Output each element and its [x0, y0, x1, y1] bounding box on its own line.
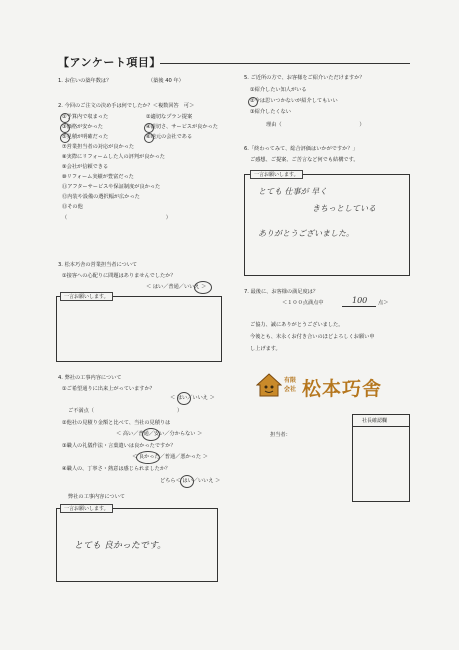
- q1-answer: （築後 40 年）: [148, 78, 184, 84]
- q6-text: 6.「終わってみて、総合評価はいかがですか？」: [244, 146, 358, 152]
- stamp-box: [352, 414, 410, 502]
- q4-sub3: ③職人の礼儀作法・言葉遣いは良かったですか？: [62, 443, 176, 449]
- score-underline: [342, 306, 376, 307]
- logo-company-name: 松本巧舎: [302, 378, 383, 400]
- q2-option: ⑬その他: [62, 204, 83, 210]
- q6-handwritten-line: ありがとうございました。: [258, 229, 354, 238]
- q2-option: ⑨会社が信頼できる: [62, 164, 109, 170]
- q4-box-label: 一言お願いします。: [60, 504, 113, 513]
- company-logo: [256, 372, 396, 398]
- q2-option: ③価格が安かった: [62, 124, 103, 130]
- q4-choices3: ＜ 良かった／普通／悪かった ＞: [132, 454, 208, 460]
- q2-option: ⑥地元の会社である: [146, 134, 193, 140]
- stamp-label: 社長確認欄: [362, 418, 388, 424]
- q4-handwritten-comment: とても 良かったです。: [74, 541, 167, 551]
- thanks-line: ご協力、誠にありがとうございました。: [250, 322, 344, 328]
- q5-option: ③紹介したくない: [250, 109, 291, 115]
- answer-circle: [136, 451, 160, 464]
- q2-option: ⑦営業担当者の対応が良かった: [62, 144, 135, 150]
- q5-option: ②今は思いつかないが紹介してもいい: [250, 98, 338, 104]
- q6-sub: ご感想、ご提案、ご苦言など何でも結構です。: [250, 157, 359, 163]
- q4-choices2: ＜ 高い／普通／安い／分からない ＞: [116, 431, 203, 437]
- q3-comment-box: [56, 296, 222, 362]
- q2-option: ⑪アフターサービスや保証制度が良かった: [62, 184, 161, 190]
- q2-option: ②適切なプラン提案: [146, 114, 193, 120]
- q7-score-value: 100: [352, 296, 368, 305]
- q2-option: ⑫内装や設備の選択幅が広かった: [62, 194, 140, 200]
- answer-circle: [144, 123, 154, 133]
- answer-circle: [60, 133, 70, 143]
- q5-reason: 理由（ ）: [266, 122, 365, 128]
- q5-text: 5. ご近所の方で、お客様をご紹介いただけますか？: [244, 75, 365, 81]
- q3-choices: ＜ はい／普通／いいえ ＞: [146, 284, 207, 290]
- logo-small-text: 会社: [284, 386, 297, 393]
- q4-sub1: ①ご希望通りに出来上がっていますか？: [62, 386, 155, 392]
- q4-sub2: ②他社の見積り金額と比べて、当社の見積りは: [62, 420, 171, 426]
- q4-sub5: 弊社の工事内容について: [68, 494, 125, 500]
- header-rule: [160, 63, 410, 64]
- answer-circle: [60, 123, 70, 133]
- answer-circle: [142, 428, 160, 441]
- q2-option: ⑧実際にリフォームした人の評判が良かった: [62, 154, 165, 160]
- q5-option: ①紹介したい知人がいる: [250, 87, 307, 93]
- q4-text: 4. 弊社の工事内容について: [58, 375, 122, 381]
- q6-handwritten-line: きちっとしている: [312, 204, 376, 213]
- q6-box-label: 一言お願いします。: [250, 170, 303, 179]
- q7-text: 7. 最後に、お客様の満足度は？: [244, 289, 319, 295]
- q7-score-label: ＜１００点満点中: [282, 300, 324, 306]
- q2-text: 2. 今回のご注文の決め手は何でしたか？＜複数回答 可＞: [58, 103, 195, 109]
- stamp-box-divider: [352, 426, 409, 427]
- q2-option: ⑩リフォーム実績が豊富だった: [62, 174, 134, 180]
- q2-option: ①予算内で収まった: [62, 114, 109, 120]
- house-logo-icon: [256, 372, 282, 398]
- q6-handwritten-line: とても 仕事が 早く: [258, 187, 328, 196]
- q4-choices4: どちら＜ はい／いいえ ＞: [160, 478, 221, 484]
- q2-option: ④親切さ、サービスが良かった: [146, 124, 218, 130]
- q4-fuman: ご不満点（ ）: [68, 408, 183, 414]
- answer-circle: [194, 281, 212, 294]
- page-title: 【アンケート項目】: [58, 56, 161, 69]
- q3-text: 3. 松本巧舎の営業担当者について: [58, 262, 138, 268]
- q2-option: ⑤見積が明確だった: [62, 134, 109, 140]
- answer-circle: [180, 475, 194, 488]
- q3-box-label: 一言お願いします。: [60, 292, 113, 301]
- q1-text: 1. お住いの築年数は？: [58, 78, 112, 84]
- staff-label: 担当者：: [270, 432, 291, 438]
- answer-circle: [248, 97, 258, 107]
- q7-score-unit: 点＞: [378, 300, 389, 306]
- thanks-line: し上げます。: [250, 346, 281, 352]
- logo-small-text: 有限: [284, 377, 297, 384]
- q3-sub: ①接客への心配りに問題はありませんでしたか？: [62, 273, 176, 279]
- thanks-line: 今後とも、末永くお付き合いのほどよろしくお願い申: [250, 334, 375, 340]
- q4-sub4: ④職人の、丁寧さ・熱意は感じられましたか？: [62, 466, 171, 472]
- q2-other-paren: （ ）: [62, 215, 171, 221]
- answer-circle: [60, 113, 70, 123]
- answer-circle: [144, 133, 154, 143]
- answer-circle: [177, 392, 191, 405]
- q4-choices1: ＜ はい／いいえ ＞: [170, 395, 215, 401]
